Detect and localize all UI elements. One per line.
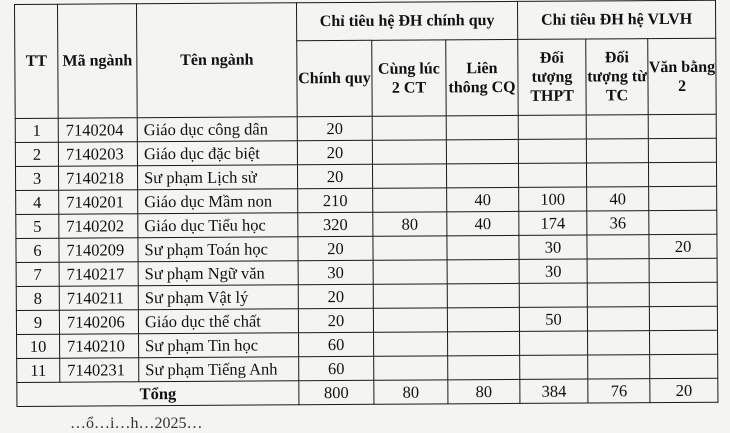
- cell-tt: 4: [16, 190, 59, 214]
- cell-regular: 30: [298, 260, 373, 284]
- cell-thpt: [520, 355, 588, 379]
- cell-from-tc: [587, 163, 649, 187]
- cell-regular: 210: [298, 188, 373, 212]
- cell-regular: 20: [298, 284, 373, 308]
- cell-regular: 20: [298, 236, 373, 260]
- cell-transfer: 40: [447, 187, 519, 211]
- cell-from-tc: [587, 283, 649, 307]
- cell-from-tc: [587, 259, 649, 283]
- cell-from-tc: [586, 115, 648, 139]
- header-regular: Chính quy: [297, 40, 372, 116]
- cell-dual: [372, 140, 446, 164]
- cell-second-degree: [649, 282, 717, 306]
- header-second-degree: Văn bằng 2: [648, 38, 716, 114]
- cell-thpt: 50: [519, 307, 587, 331]
- cell-tt: 8: [16, 286, 59, 310]
- cell-dual: [373, 260, 447, 284]
- total-row: [17, 378, 718, 406]
- cell-dual: [373, 188, 447, 212]
- cell-second-degree: 20: [649, 234, 717, 258]
- cell-transfer: [448, 331, 520, 355]
- cell-tt: 7: [16, 262, 59, 286]
- cell-name: Sư phạm Tin học: [139, 333, 299, 358]
- cell-second-degree: [649, 306, 717, 330]
- cell-code: 7140209: [59, 238, 138, 262]
- table-header: [15, 0, 717, 118]
- table-body: [15, 114, 718, 406]
- cut-off-text-line: …ổ…i…h…2025…: [70, 415, 203, 432]
- cell-regular: 320: [298, 212, 373, 236]
- cell-from-tc: 36: [587, 211, 649, 235]
- cell-code: 7140204: [58, 118, 137, 142]
- cell-name: Sư phạm Tiếng Anh: [139, 357, 299, 382]
- header-from-tc: Đối tượng từ TC: [586, 39, 648, 115]
- cell-name: Giáo dục thể chất: [138, 309, 298, 334]
- cell-transfer: [446, 163, 518, 187]
- cell-regular: 60: [299, 356, 374, 380]
- cell-code: 7140201: [59, 190, 138, 214]
- cell-transfer: 40: [447, 211, 519, 235]
- cell-regular: 20: [298, 308, 373, 332]
- cell-second-degree: [649, 162, 717, 186]
- cell-thpt: [518, 115, 586, 139]
- cell-code: 7140203: [58, 142, 137, 166]
- cell-tt: 5: [16, 214, 59, 238]
- cell-second-degree: [649, 258, 717, 282]
- cell-tt: 11: [17, 358, 60, 382]
- cell-thpt: [519, 163, 587, 187]
- cell-second-degree: [649, 186, 717, 210]
- cell-transfer: [447, 307, 519, 331]
- cell-regular: 20: [297, 140, 372, 164]
- cell-name: Sư phạm Lịch sử: [137, 165, 297, 190]
- cell-code: 7140206: [59, 310, 138, 334]
- cell-name: Sư phạm Ngữ văn: [138, 261, 298, 286]
- cell-dual: [373, 284, 447, 308]
- cell-second-degree: [650, 330, 718, 354]
- cell-regular: 20: [297, 164, 372, 188]
- cell-code: 7140218: [58, 166, 137, 190]
- cell-transfer: [447, 283, 519, 307]
- cell-code: 7140211: [59, 286, 138, 310]
- cell-thpt: 30: [519, 259, 587, 283]
- cell-thpt: [519, 283, 587, 307]
- cell-transfer: [446, 115, 518, 139]
- cell-thpt: 100: [519, 187, 587, 211]
- cell-dual: [374, 332, 448, 356]
- cell-transfer: [447, 235, 519, 259]
- cell-second-degree: [650, 354, 718, 378]
- header-tt: TT: [15, 4, 59, 118]
- cell-transfer: [448, 355, 520, 379]
- cell-name: Sư phạm Toán học: [138, 237, 298, 262]
- header-transfer: Liên thông CQ: [446, 39, 518, 115]
- header-name: Tên ngành: [137, 3, 298, 118]
- cell-name: Giáo dục Tiểu học: [138, 213, 298, 238]
- header-code: Mã ngành: [58, 4, 138, 118]
- cell-tt: 6: [16, 238, 59, 262]
- cell-code: 7140231: [60, 358, 139, 382]
- header-thpt: Đối tượng THPT: [518, 39, 586, 115]
- cell-transfer: [447, 259, 519, 283]
- total-regular: 800: [299, 380, 374, 404]
- cell-dual: [373, 308, 447, 332]
- total-from-tc: 76: [588, 379, 650, 403]
- cell-regular: 20: [297, 116, 372, 140]
- cell-tt: 3: [15, 166, 58, 190]
- cell-dual: 80: [373, 212, 447, 236]
- cell-dual: [372, 164, 446, 188]
- cell-name: Sư phạm Vật lý: [138, 285, 298, 310]
- cell-from-tc: [586, 139, 648, 163]
- cell-tt: 9: [16, 310, 59, 334]
- total-second-degree: 20: [650, 378, 718, 402]
- cell-code: 7140217: [59, 262, 138, 286]
- total-thpt: 384: [520, 379, 588, 403]
- cell-dual: [374, 356, 448, 380]
- cell-second-degree: [648, 138, 716, 162]
- cell-name: Giáo dục công dân: [137, 117, 297, 142]
- cell-from-tc: [588, 355, 650, 379]
- cell-transfer: [446, 139, 518, 163]
- cell-second-degree: [649, 210, 717, 234]
- cell-regular: 60: [299, 332, 374, 356]
- cell-second-degree: [648, 114, 716, 138]
- header-dual: Cùng lúc 2 CT: [372, 40, 446, 116]
- cell-from-tc: [587, 235, 649, 259]
- header-group-regular: Chỉ tiêu hệ ĐH chính quy: [296, 1, 517, 40]
- cell-name: Giáo dục đặc biệt: [137, 141, 297, 166]
- total-transfer: 80: [448, 379, 520, 403]
- cell-from-tc: [587, 307, 649, 331]
- header-group-vlvh: Chỉ tiêu ĐH hệ VLVH: [518, 0, 716, 39]
- cell-dual: [373, 236, 447, 260]
- total-dual: 80: [374, 380, 448, 404]
- cell-dual: [372, 116, 446, 140]
- cell-from-tc: 40: [587, 187, 649, 211]
- cell-thpt: [518, 139, 586, 163]
- cell-code: 7140202: [59, 214, 138, 238]
- cell-tt: 1: [15, 118, 58, 142]
- cell-thpt: [520, 331, 588, 355]
- enrollment-quota-table: [14, 0, 719, 407]
- cell-from-tc: [588, 331, 650, 355]
- total-label: Tổng: [17, 381, 299, 407]
- cell-thpt: 174: [519, 211, 587, 235]
- cell-thpt: 30: [519, 235, 587, 259]
- cell-name: Giáo dục Mầm non: [138, 189, 298, 214]
- cell-tt: 2: [15, 142, 58, 166]
- cell-tt: 10: [17, 334, 60, 358]
- cell-code: 7140210: [60, 334, 139, 358]
